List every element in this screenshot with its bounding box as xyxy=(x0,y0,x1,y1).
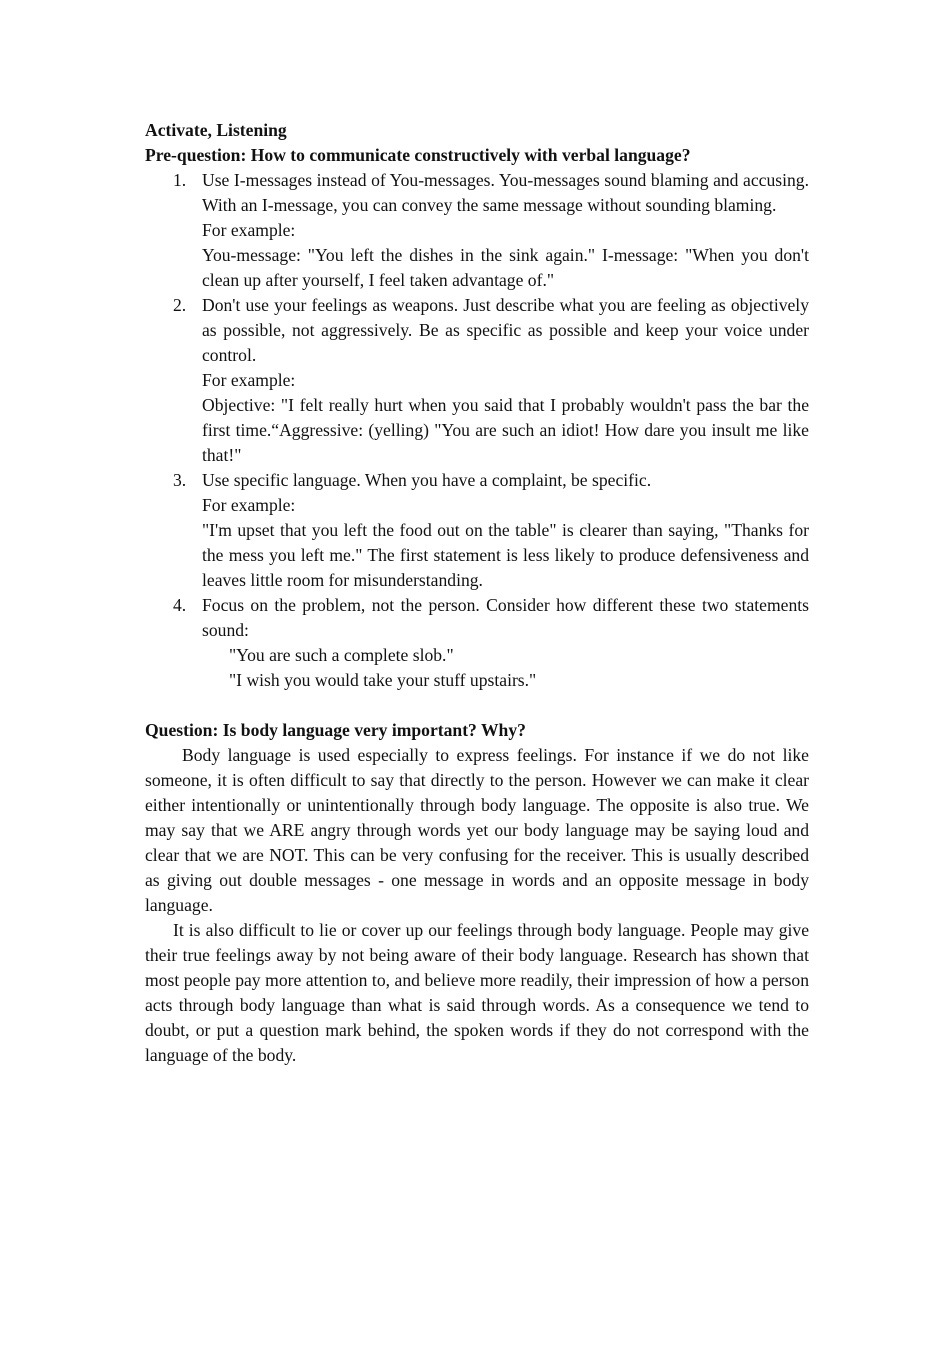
spacer xyxy=(145,693,809,718)
list-item-text: Use specific language. When you have a complaint, be specific. xyxy=(202,470,652,490)
list-item-text: Focus on the problem, not the person. Consider how different these two statements sound: xyxy=(202,595,809,640)
example-text: "I'm upset that you left the food out on the table" is clearer than saying, "Thanks for the mess you left me." The first statement is less likely to produce defensiveness and leaves little room for misunderstanding. xyxy=(202,520,809,590)
list-item-number: 4. xyxy=(173,595,187,615)
example-text: Objective: "I felt really hurt when you said that I probably wouldn't pass the bar the first time.“Aggressive: (yelling) "You are such an idiot! How dare you insult me like that!" xyxy=(202,395,809,465)
quote-line: "I wish you would take your stuff upstairs." xyxy=(229,670,537,690)
list-item xyxy=(145,293,809,468)
quote-line: "You are such a complete slob." xyxy=(229,645,454,665)
list-item xyxy=(145,593,809,693)
tips-list xyxy=(145,168,809,693)
example-label: For example: xyxy=(202,495,296,515)
list-item-number: 3. xyxy=(173,470,187,490)
example-label: For example: xyxy=(202,370,296,390)
pre-question-heading: Pre-question: How to communicate constructively with verbal language? xyxy=(145,145,691,165)
list-item-number: 2. xyxy=(173,295,187,315)
list-item-number: 1. xyxy=(173,170,187,190)
example-label: For example: xyxy=(202,220,296,240)
list-item-text: Use I-messages instead of You-messages. You-messages sound blaming and accusing. With an I-message, you can convey the same message without sounding blaming. xyxy=(202,170,809,215)
example-text: You-message: "You left the dishes in the sink again." I-message: "When you don't clean up after yourself, I feel taken advantage of." xyxy=(202,245,809,290)
body-paragraph: Body language is used especially to express feelings. For instance if we do not like someone, it is often difficult to say that directly to the person. However we can make it clear either intentionally or unintentionally through body language. The opposite is also true. We may say that we ARE angry through words yet our body language may be saying loud and clear that we are NOT. This can be very confusing for the receiver. This is usually described as giving out double messages - one message in words and an opposite message in body language. xyxy=(145,745,809,915)
document-page xyxy=(145,118,809,1068)
list-item-text: Don't use your feelings as weapons. Just describe what you are feeling as objectively as possible, not aggressively. Be as specific as possible and keep your voice under control. xyxy=(202,295,809,365)
list-item xyxy=(145,468,809,593)
body-paragraph: It is also difficult to lie or cover up our feelings through body language. People may give their true feelings away by not being aware of their body language. Research has shown that most people pay more attention to, and believe more readily, their impression of how a person acts through body language than what is said through words. As a consequence we tend to doubt, or put a question mark behind, the spoken words if they do not correspond with the language of the body. xyxy=(145,920,809,1065)
list-item xyxy=(145,168,809,293)
section-heading: Activate, Listening xyxy=(145,120,287,140)
question-heading: Question: Is body language very important? Why? xyxy=(145,720,526,740)
